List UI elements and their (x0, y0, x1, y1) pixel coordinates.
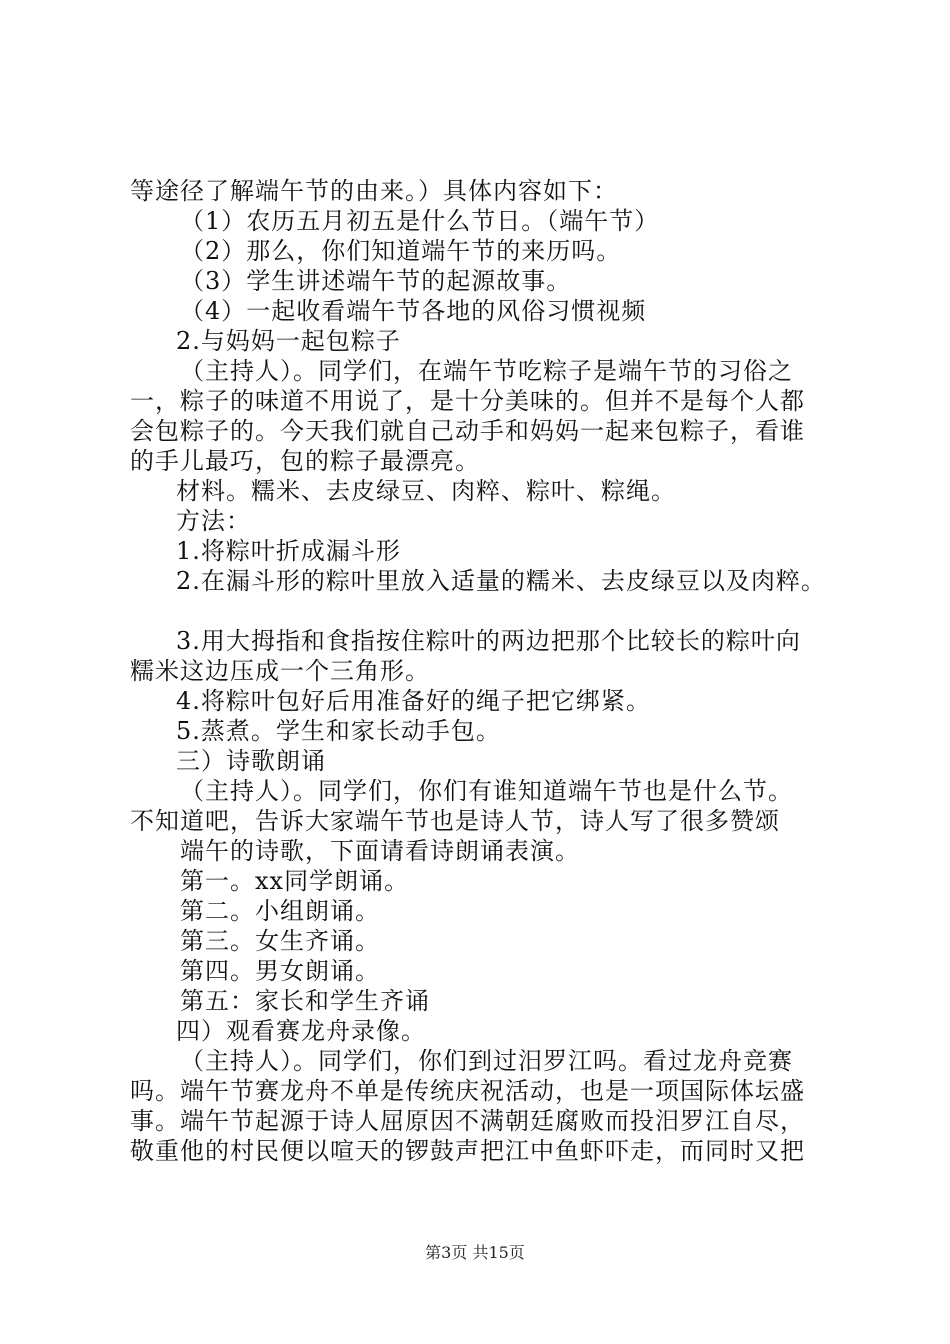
blank-line (130, 596, 850, 626)
text-line: 的手儿最巧，包的粽子最漂亮。 (130, 447, 480, 475)
text-line: 事。端午节起源于诗人屈原因不满朝廷腐败而投汨罗江自尽， (130, 1107, 805, 1135)
text-line: 三）诗歌朗诵 (176, 747, 326, 775)
text-line: 第四。男女朗诵。 (180, 957, 380, 985)
text-line: 2.与妈妈一起包粽子 (176, 327, 401, 355)
text-line: 吗。端午节赛龙舟不单是传统庆祝活动，也是一项国际体坛盛 (130, 1077, 805, 1105)
text-line: 2.在漏斗形的粽叶里放入适量的糯米、去皮绿豆以及肉粹。 (176, 567, 826, 595)
text-line: 第五：家长和学生齐诵 (180, 987, 430, 1015)
text-line: （主持人）。同学们，你们有谁知道端午节也是什么节。 (180, 777, 793, 805)
text-line: 不知道吧，告诉大家端午节也是诗人节，诗人写了很多赞颂 (130, 807, 780, 835)
document-body (130, 176, 850, 1166)
text-line: 3.用大拇指和食指按住粽叶的两边把那个比较长的粽叶向 (176, 627, 801, 655)
text-line: （2）那么，你们知道端午节的来历吗。 (180, 237, 622, 265)
text-line: 1.将粽叶折成漏斗形 (176, 537, 401, 565)
text-line: 会包粽子的。今天我们就自己动手和妈妈一起来包粽子，看谁 (130, 417, 805, 445)
text-line: 第二。小组朗诵。 (180, 897, 380, 925)
text-line: 敬重他的村民便以喧天的锣鼓声把江中鱼虾吓走，而同时又把 (130, 1137, 805, 1165)
text-line: 材料。糯米、去皮绿豆、肉粹、粽叶、粽绳。 (176, 477, 676, 505)
text-line: 5.蒸煮。学生和家长动手包。 (176, 717, 501, 745)
text-line: （3）学生讲述端午节的起源故事。 (180, 267, 572, 295)
text-line: （4）一起收看端午节各地的风俗习惯视频 (180, 297, 647, 325)
text-line: （1）农历五月初五是什么节日。（端午节） (180, 207, 660, 235)
text-line: 四）观看赛龙舟录像。 (176, 1017, 426, 1045)
text-line: 糯米这边压成一个三角形。 (130, 657, 430, 685)
text-line: 第一。xx同学朗诵。 (180, 867, 410, 895)
text-line: （主持人）。同学们，在端午节吃粽子是端午节的习俗之 (180, 357, 793, 385)
text-line: 端午的诗歌，下面请看诗朗诵表演。 (180, 837, 580, 865)
text-line: 等途径了解端午节的由来。）具体内容如下： (130, 177, 618, 205)
text-line: （主持人）。同学们，你们到过汨罗江吗。看过龙舟竞赛 (180, 1047, 793, 1075)
text-line: 一，粽子的味道不用说了，是十分美味的。但并不是每个人都 (130, 387, 805, 415)
text-line: 4.将粽叶包好后用准备好的绳子把它绑紧。 (176, 687, 651, 715)
text-line: 第三。女生齐诵。 (180, 927, 380, 955)
page-footer: 第3页 共15页 (425, 1243, 525, 1262)
text-line: 方法： (176, 507, 251, 535)
